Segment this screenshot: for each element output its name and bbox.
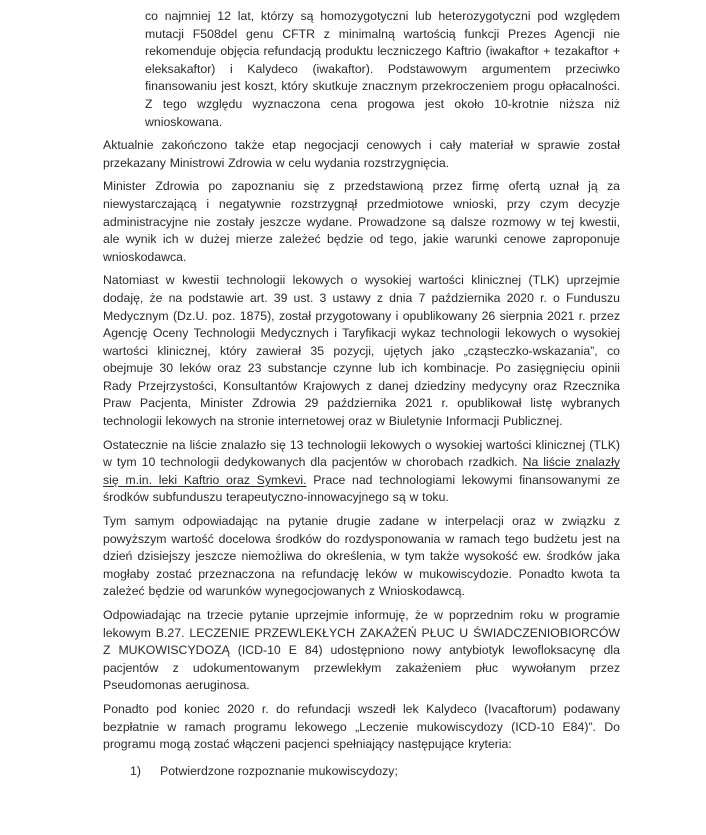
- paragraph-continuation-quote: co najmniej 12 lat, którzy są homozygotyczni lub heterozygotyczni pod względem mutacji F508del genu CFTR z minimalną wartością funkcji Prezes Agencji nie rekomenduje objęcia refundacją produktu leczniczego Kaftrio (iwakaftor + tezakaftor + eleksakaftor) i Kalydeco (iwakaftor). Podstawowym argumentem przeciwko finansowaniu jest koszt, który skutkuje znacznym przekroczeniem progu opłacalności. Z tego względu wyznaczona cena progowa jest około 10-krotnie niższa niż wnioskowana.: [145, 9, 620, 129]
- paragraph-final-list: [103, 437, 620, 507]
- paragraph-budget-answer: Tym samym odpowiadając na pytanie drugie zadane w interpelacji oraz w związku z powyższym wartość docelowa środków do rozdysponowania w ramach tego budżetu jest na dzień dzisiejszy jeszcze niemożliwa do określenia, w tym także wysokość ew. środków jaka mogłaby zostać przeznaczona na refundację leków w mukowiscydozie. Ponadto kwota ta zależeć będzie od warunków wynegocjowanych z Wnioskodawcą.: [103, 514, 620, 599]
- paragraph-tlk-list: Natomiast w kwestii technologii lekowych o wysokiej wartości klinicznej (TLK) uprzejmie dodaję, że na podstawie art. 39 ust. 3 ustawy z dnia 7 października 2020 r. o Funduszu Medycznym (Dz.U. poz. 1875), został przygotowany i opublikowany 26 sierpnia 2021 r. przez Agencję Oceny Technologii Medycznych i Taryfikacji wykaz technologii lekowych o wysokiej wartości klinicznej, który zawierał 35 pozycji, ujętych jako „cząsteczko-wskazania”, co obejmuje 30 leków oraz 23 substancje czynne lub ich kombinacje. Po zasięgnięciu opinii Rady Przejrzystości, Konsultantów Krajowych z danej dziedziny medycyny oraz Rzecznika Praw Pacjenta, Minister Zdrowia 29 października 2021 r. opublikował listę wybranych technologii lekowych na stronie internetowej oraz w Biuletynie Informacji Publicznej.: [103, 273, 620, 429]
- paragraph-third-question-answer: Odpowiadając na trzecie pytanie uprzejmie informuję, że w poprzednim roku w programie lekowym B.27. LECZENIE PRZEWLEKŁYCH ZAKAŻEŃ PŁUC U ŚWIADCZENIOBIORCÓW Z MUKOWISCYDOZĄ (ICD-10 E 84) udostępniono nowy antybiotyk lewofloksacynę dla pacjentów z udokumentowanym przewlekłym zakażeniem płuc wywołanym przez Pseudomonas aeruginosa.: [103, 608, 620, 693]
- paragraph-kalydeco-program: Ponadto pod koniec 2020 r. do refundacji wszedł lek Kalydeco (Ivacaftorum) podawany bezpłatnie w ramach programu lekowego „Leczenie mukowiscydozy (ICD-10 E84)”. Do programu mogą zostać włączeni pacjenci spełniający następujące kryteria:: [103, 701, 620, 752]
- underlined-text: Na liście znalazły się m.in. leki Kaftrio oraz Symkevi.: [103, 455, 620, 487]
- paragraph-minister-decision: Minister Zdrowia po zapoznaniu się z przedstawioną przez firmę ofertą uznał ją za niewystarczającą i negatywnie rozstrzygnął przedmiotowe wnioski, przy czym decyzje administracyjne nie zostały jeszcze wydane. Prowadzone są dalsze rozmowy w tej kwestii, ale wynik ich w dużej mierze zależeć będzie od tego, jakie warunki cenowe zaproponuje wnioskodawca.: [103, 179, 620, 264]
- paragraph-text: Prace nad technologiami lekowymi finansowanymi ze środków subfunduszu terapeutyczno-innowacyjnego są w toku.: [103, 472, 620, 505]
- list-item-number: 1): [130, 763, 141, 778]
- letter-body: [103, 8, 620, 780]
- list-item-criterion-1: [130, 763, 620, 781]
- paragraph-negotiations-status: Aktualnie zakończono także etap negocjacji cenowych i cały materiał w sprawie został przekazany Ministrowi Zdrowia w celu wydania rozstrzygnięcia.: [103, 138, 620, 170]
- paragraph-text: Ostatecznie na liście znalazło się 13 technologii lekowych o wysokiej wartości klinicznej (TLK) w tym 10 technologii dedykowanych dla pacjentów w chorobach rzadkich.: [103, 437, 620, 470]
- list-item-text: Potwierdzone rozpoznanie mukowiscydozy;: [160, 763, 398, 778]
